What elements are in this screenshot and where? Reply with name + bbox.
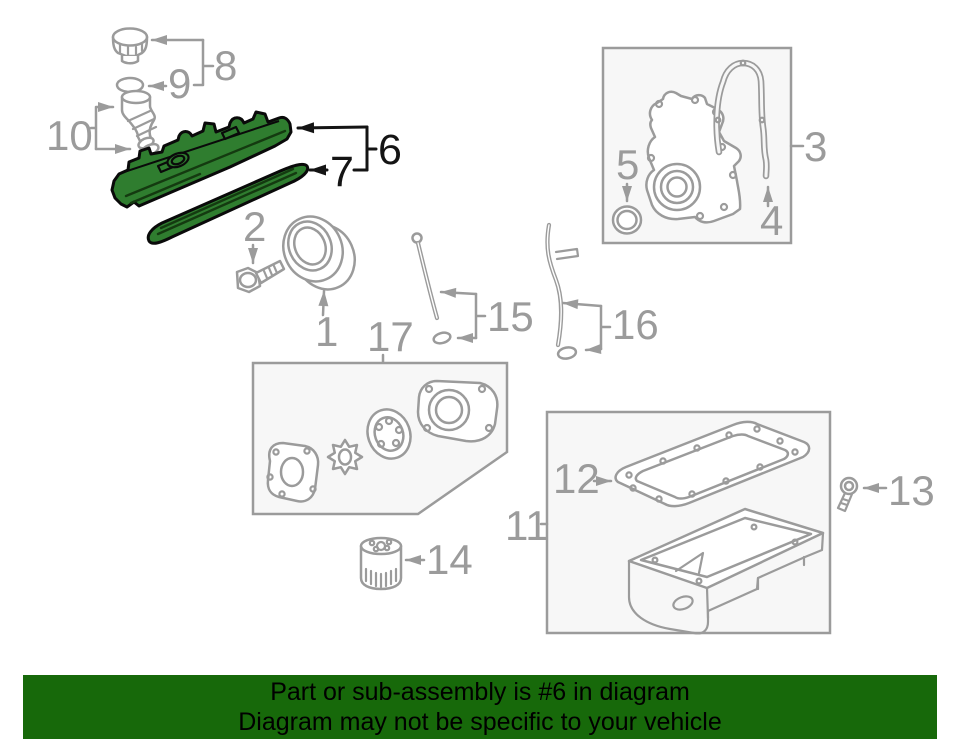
crankshaft-balancer-drawing [273, 207, 365, 299]
callout-12: 12 [553, 455, 600, 502]
callout-line-15 [441, 292, 485, 338]
oil-pan-drain-bolt-drawing [838, 478, 857, 511]
highlight-banner [23, 675, 937, 739]
callout-2: 2 [243, 203, 267, 250]
callout-15: 15 [487, 293, 534, 340]
callout-7: 7 [330, 148, 354, 196]
dipstick-tube-drawing [547, 225, 578, 360]
callout-9: 9 [168, 60, 192, 107]
callout-1: 1 [315, 308, 339, 355]
callout-4: 4 [760, 197, 784, 244]
callout-11: 11 [505, 502, 549, 549]
callout-17: 17 [367, 313, 414, 360]
oil-filter-drawing [361, 538, 401, 589]
callout-8: 8 [214, 42, 238, 89]
callout-line-16 [563, 303, 610, 350]
valve-cover-bolt-drawing [237, 261, 284, 292]
dipstick-drawing [413, 234, 452, 346]
callout-16: 16 [612, 301, 659, 348]
banner-line-1: Part or sub-assembly is #6 in diagram [270, 678, 690, 706]
callout-6: 6 [378, 126, 402, 174]
crankshaft-front-seal-drawing [613, 207, 641, 234]
callout-14: 14 [426, 536, 473, 583]
callout-3: 3 [804, 123, 828, 170]
callout-5: 5 [616, 141, 640, 188]
callout-13: 13 [888, 467, 935, 514]
oil-filler-cap-drawing [113, 29, 147, 64]
callout-10: 10 [46, 112, 93, 159]
banner-line-2: Diagram may not be specific to your vehicle [238, 708, 722, 736]
